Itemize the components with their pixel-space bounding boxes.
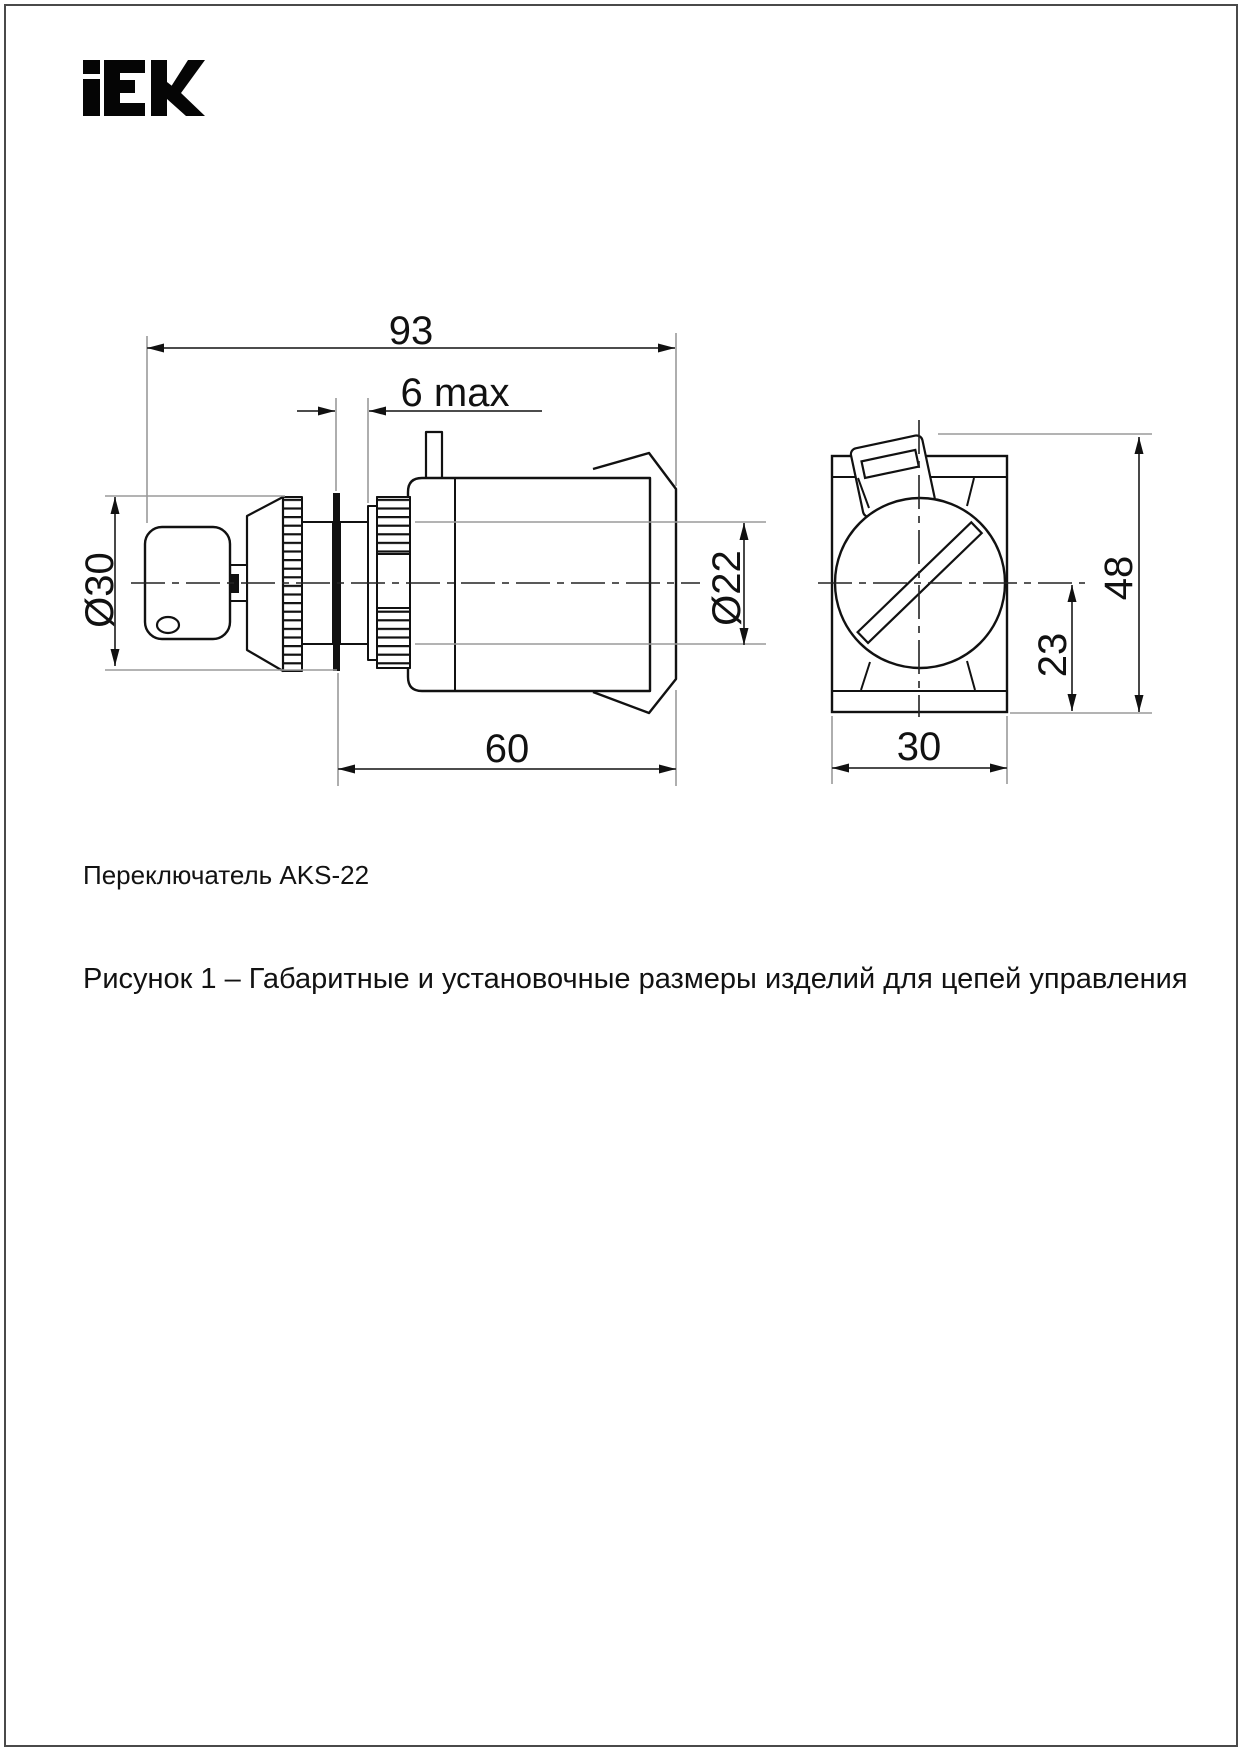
figure-caption: Рисунок 1 – Габаритные и установочные размеры изделий для цепей управления [83, 963, 1188, 995]
bezel-knurl [283, 497, 302, 671]
bezel-cone [247, 497, 283, 671]
product-label: Переключатель AKS-22 [83, 860, 370, 890]
dim-front-width: 30 [896, 725, 942, 769]
switch-body [408, 478, 650, 691]
key-slot [157, 617, 179, 633]
dim-panel-thickness: 6 max [400, 371, 510, 415]
dim-total-length: 93 [388, 309, 434, 353]
dim-hole-diameter: Ø22 [705, 550, 749, 626]
side-view [131, 432, 700, 713]
terminal-pin [426, 432, 442, 480]
panel-section [333, 493, 340, 671]
iek-logo [83, 60, 205, 116]
dim-knob-diameter: Ø30 [78, 552, 122, 628]
dim-front-height: 48 [1097, 555, 1141, 601]
dim-center-to-bottom: 23 [1031, 632, 1075, 678]
dim-mount-depth: 60 [484, 727, 530, 771]
